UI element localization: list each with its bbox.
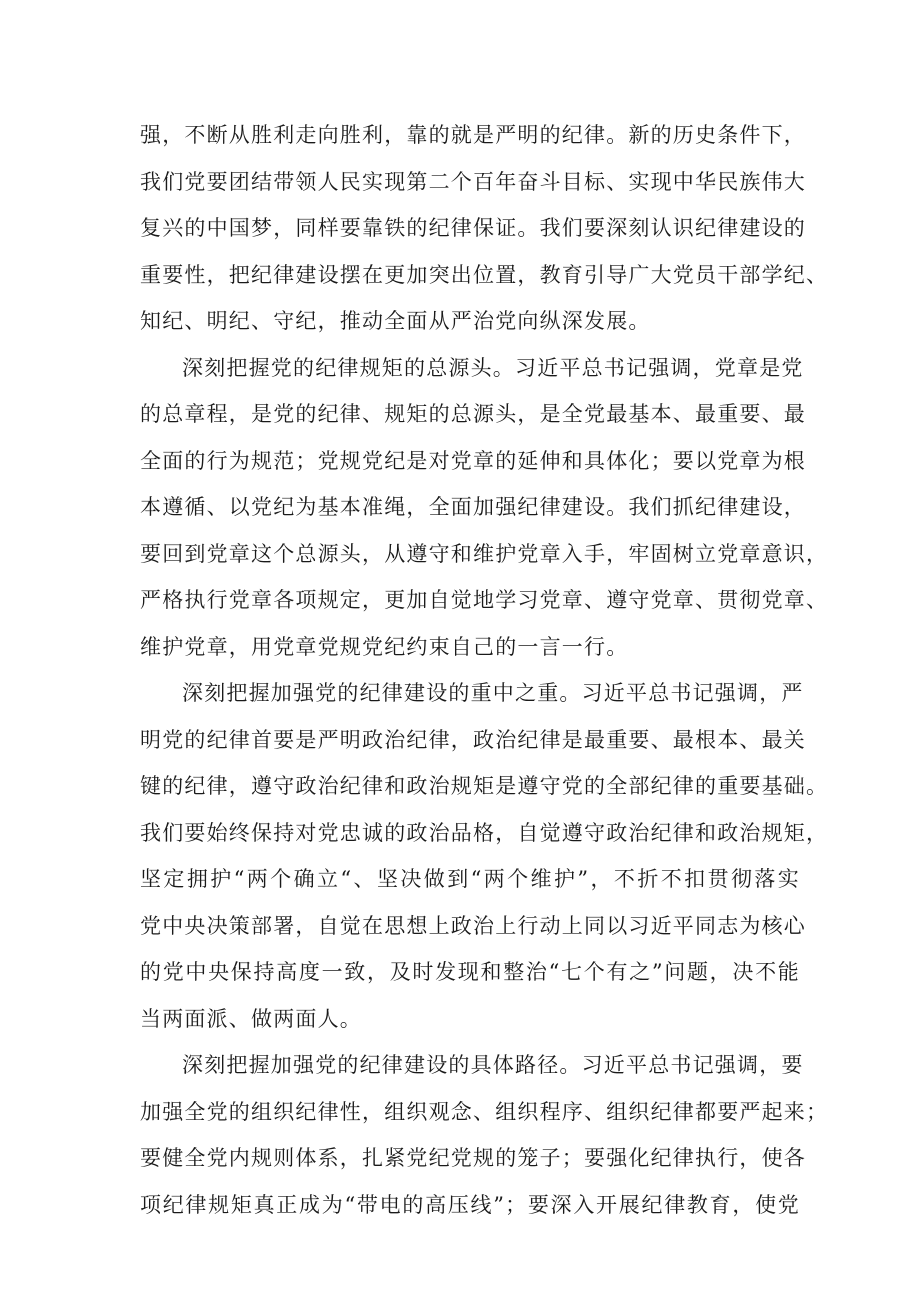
text-line: 严格执行党章各项规定，更加自觉地学习党章、遵守党章、贯彻党章、 <box>140 588 829 612</box>
text-line: 全面的行为规范；党规党纪是对党章的延伸和具体化；要以党章为根 <box>140 448 806 473</box>
text-line: 深刻把握党的纪律规矩的总源头。习近平总书记强调，党章是党 <box>182 355 804 380</box>
text-line: 知纪、明纪、守纪，推动全面从严治党向纵深发展。 <box>140 309 651 333</box>
text-line: 重要性，把纪律建设摆在更加突出位置，教育引导广大党员干部学纪、 <box>140 262 829 287</box>
text-line: 深刻把握加强党的纪律建设的重中之重。习近平总书记强调，严 <box>182 681 804 705</box>
text-line: 维护党章，用党章党规党纪约束自己的一言一行。 <box>140 634 629 659</box>
text-line: 加强全党的组织纪律性，组织观念、组织程序、组织纪律都要严起来； <box>140 1099 829 1124</box>
text-line: 的总章程，是党的纪律、规矩的总源头，是全党最基本、最重要、最 <box>140 402 806 426</box>
text-line: 我们要始终保持对党忠诚的政治品格，自觉遵守政治纪律和政治规矩， <box>140 820 829 845</box>
text-line: 本遵循、以党纪为基本准绳，全面加强纪律建设。我们抓纪律建设， <box>140 495 806 519</box>
text-line: 的党中央保持高度一致，及时发现和整治“七个有之”问题，决不能 <box>140 960 800 984</box>
text-line: 强，不断从胜利走向胜利，靠的就是严明的纪律。新的历史条件下， <box>140 123 806 147</box>
text-line: 要健全党内规则体系，扎紧党纪党规的笼子；要强化纪律执行，使各 <box>140 1146 806 1170</box>
text-line: 复兴的中国梦，同样要靠铁的纪律保证。我们要深刻认识纪律建设的 <box>140 216 806 240</box>
document-body <box>140 112 829 1228</box>
text-line: 要回到党章这个总源头，从遵守和维护党章入手，牢固树立党章意识， <box>140 541 829 566</box>
text-line: 项纪律规矩真正成为“带电的高压线”；要深入开展纪律教育，使党 <box>140 1192 800 1217</box>
text-line: 党中央决策部署，自觉在思想上政治上行动上同以习近平同志为核心 <box>140 913 806 938</box>
text-line: 我们党要团结带领人民实现第二个百年奋斗目标、实现中华民族伟大 <box>140 169 806 194</box>
text-line: 键的纪律，遵守政治纪律和政治规矩是遵守党的全部纪律的重要基础。 <box>140 774 829 798</box>
text-line: 深刻把握加强党的纪律建设的具体路径。习近平总书记强调，要 <box>182 1053 804 1077</box>
text-line: 坚定拥护“两个确立“、坚决做到“两个维护”，不折不扣贯彻落实 <box>140 867 800 891</box>
text-line: 当两面派、做两面人。 <box>140 1006 362 1031</box>
text-line: 明党的纪律首要是严明政治纪律，政治纪律是最重要、最根本、最关 <box>140 727 806 752</box>
